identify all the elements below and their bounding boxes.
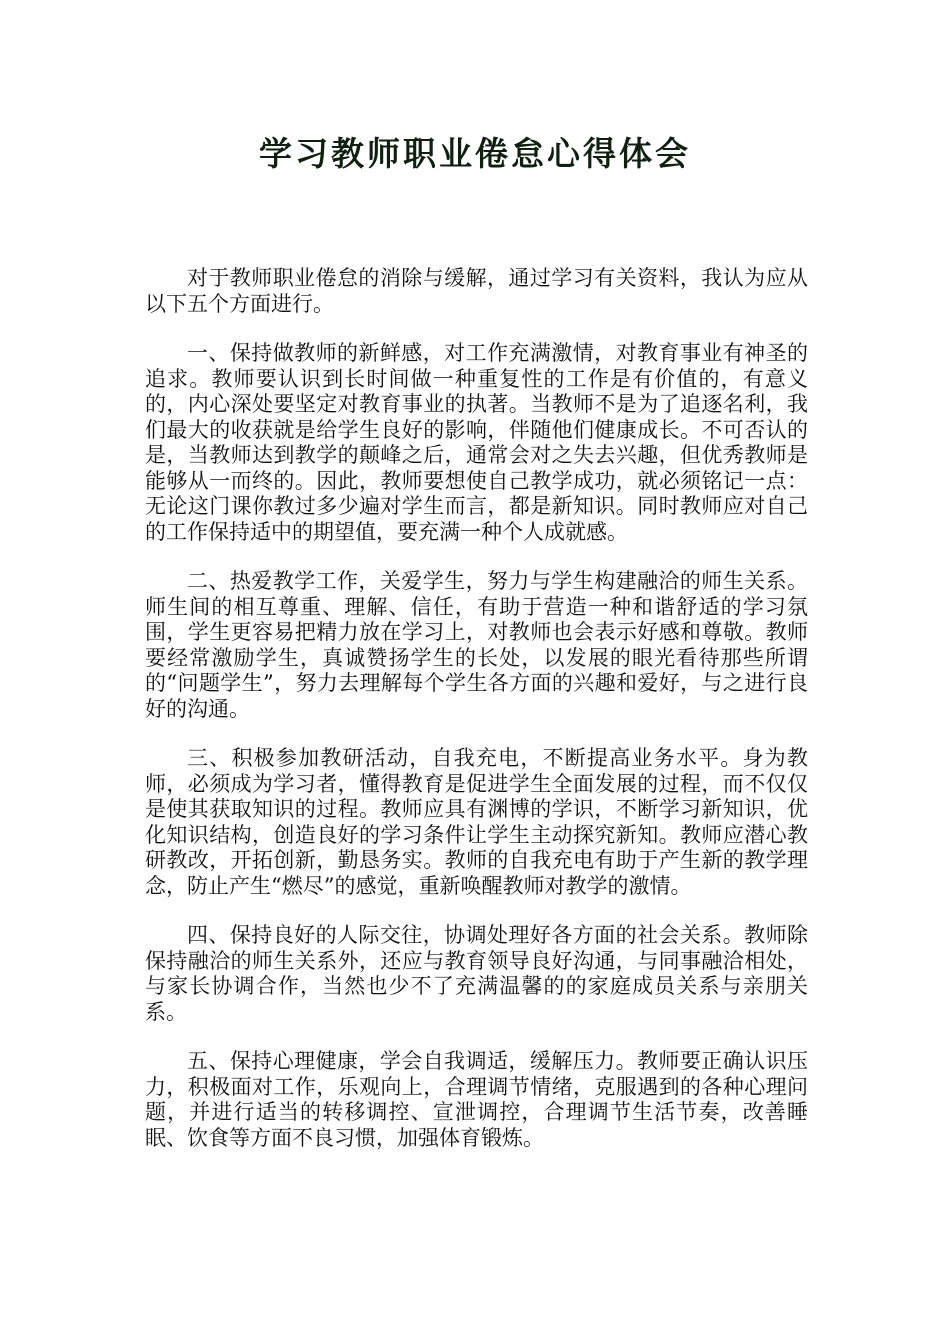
paragraph-point-5: 五、保持心理健康，学会自我调适，缓解压力。教师要正确认识压力，积极面对工作，乐观向上，合理调节情绪，克服遇到的各种心理问题，并进行适当的转移调控、宣泄调控，合理调节生活节奏，改善睡眠、饮食等方面不良习惯，加强体育锻炼。 [145,1049,808,1150]
paragraph-point-1: 一、保持做教师的新鲜感，对工作充满激情，对教育事业有神圣的追求。教师要认识到长时间做一种重复性的工作是有价值的，有意义的，内心深处要坚定对教育事业的执著。当教师不是为了追逐名利，我们最大的收获就是给学生良好的影响，伴随他们健康成长。不可否认的是，当教师达到教学的颠峰之后，通常会对之失去兴趣，但优秀教师是能够从一而终的。因此，教师要想使自己教学成功，就必须铭记一点：无论这门课你教过多少遍对学生而言，都是新知识。同时教师应对自己的工作保持适中的期望值，要充满一种个人成就感。 [145,341,808,544]
intro-paragraph: 对于教师职业倦怠的消除与缓解，通过学习有关资料，我认为应从以下五个方面进行。 [145,266,808,316]
document-body [145,266,808,1175]
paragraph-point-2: 二、热爱教学工作，关爱学生，努力与学生构建融洽的师生关系。师生间的相互尊重、理解、信任，有助于营造一种和谐舒适的学习氛围，学生更容易把精力放在学习上，对教师也会表示好感和尊敬。教师要经常激励学生，真诚赞扬学生的长处，以发展的眼光看待那些所谓的“问题学生”，努力去理解每个学生各方面的兴趣和爱好，与之进行良好的沟通。 [145,569,808,721]
paragraph-point-3: 三、积极参加教研活动，自我充电，不断提高业务水平。身为教师，必须成为学习者，懂得教育是促进学生全面发展的过程，而不仅仅是使其获取知识的过程。教师应具有渊博的学识，不断学习新知识，优化知识结构，创造良好的学习条件让学生主动探究新知。教师应潜心教研教改，开拓创新，勤恳务实。教师的自我充电有助于产生新的教学理念，防止产生“燃尽”的感觉，重新唤醒教师对教学的激情。 [145,746,808,898]
document-title: 学习教师职业倦怠心得体会 [259,134,691,173]
paragraph-point-4: 四、保持良好的人际交往，协调处理好各方面的社会关系。教师除保持融洽的师生关系外，还应与教育领导良好沟通，与同事融洽相处，与家长协调合作，当然也少不了充满温馨的的家庭成员关系与亲朋关系。 [145,923,808,1024]
